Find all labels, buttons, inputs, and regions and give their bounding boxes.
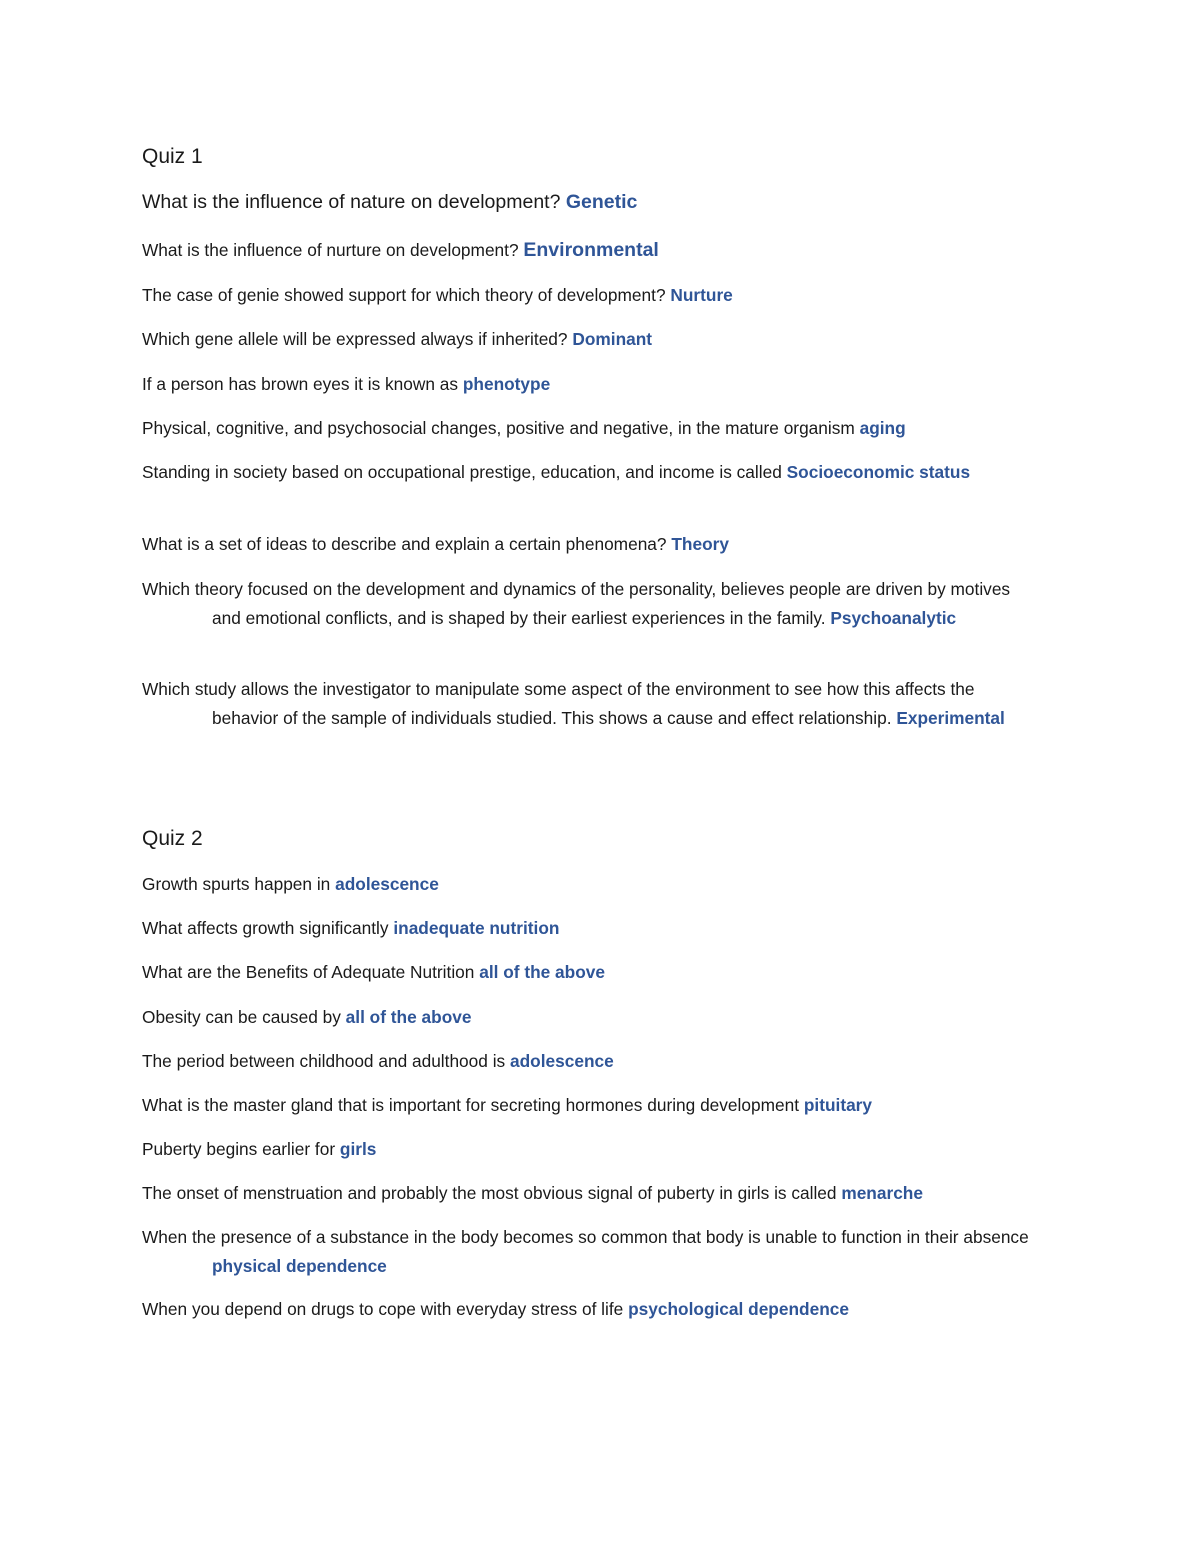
question-text: The onset of menstruation and probably the most obvious signal of puberty in girls is called xyxy=(142,1183,837,1203)
answer-text: adolescence xyxy=(335,874,439,894)
answer-text: psychological dependence xyxy=(628,1299,849,1319)
quiz-2-item-3 xyxy=(142,958,1042,987)
answer-text: aging xyxy=(859,418,906,438)
question-text: Which gene allele will be expressed always if inherited? xyxy=(142,329,568,349)
answer-text: Dominant xyxy=(572,329,653,349)
question-text: Growth spurts happen in xyxy=(142,874,331,894)
quiz-2-item-7 xyxy=(142,1135,1042,1164)
quiz-2-heading: Quiz 2 xyxy=(142,827,203,850)
quiz-2-item-6 xyxy=(142,1091,1042,1120)
question-text: The case of genie showed support for which theory of development? xyxy=(142,285,666,305)
question-text: Which study allows the investigator to manipulate some aspect of the environment to see how this affects the behavior of the sample of individuals studied. This shows a cause and effect relationship. xyxy=(142,679,975,728)
answer-text: phenotype xyxy=(462,374,551,394)
quiz-1-item-5 xyxy=(142,370,1042,399)
quiz-2-item-5 xyxy=(142,1047,1042,1076)
answer-text: pituitary xyxy=(803,1095,873,1115)
question-text: What is the influence of nurture on development? xyxy=(142,240,519,260)
quiz-1-item-6 xyxy=(142,414,1042,443)
answer-text: Nurture xyxy=(670,285,733,305)
quiz-2-item-1 xyxy=(142,870,1042,899)
question-text: What is the master gland that is important for secreting hormones during development xyxy=(142,1095,800,1115)
quiz-2-item-8 xyxy=(142,1179,1042,1208)
question-text: Which theory focused on the development and dynamics of the personality, believes people are driven by motives and emotional conflicts, and is shaped by their earliest experiences in the family. xyxy=(142,579,1011,628)
answer-text: Experimental xyxy=(896,707,1005,728)
answer-text: physical dependence xyxy=(212,1255,387,1276)
answer-text: Socioeconomic status xyxy=(786,462,971,482)
answer-text: girls xyxy=(339,1139,377,1159)
quiz-1-heading: Quiz 1 xyxy=(142,145,203,168)
question-text: When the presence of a substance in the body becomes so common that body is unable to function in their absence xyxy=(142,1227,1029,1247)
question-text: What is the influence of nature on development? xyxy=(142,191,561,213)
quiz-1-item-4 xyxy=(142,325,1042,354)
answer-text: menarche xyxy=(841,1183,923,1203)
question-text: The period between childhood and adulthood is xyxy=(142,1051,506,1071)
question-text: Obesity can be caused by xyxy=(142,1007,341,1027)
quiz-1-item-1 xyxy=(142,188,1042,217)
quiz-2-item-2 xyxy=(142,914,1042,943)
quiz-1-item-3 xyxy=(142,281,1042,310)
quiz-2-item-9 xyxy=(142,1223,1042,1280)
quiz-1-item-7 xyxy=(142,458,1022,487)
answer-text: adolescence xyxy=(510,1051,614,1071)
question-text: What are the Benefits of Adequate Nutrition xyxy=(142,962,475,982)
quiz-2-item-10 xyxy=(142,1295,1042,1324)
answer-text: Environmental xyxy=(523,239,659,261)
question-text: What is a set of ideas to describe and explain a certain phenomena? xyxy=(142,534,667,554)
quiz-1-item-10 xyxy=(142,675,1042,732)
question-text: Standing in society based on occupational prestige, education, and income is called xyxy=(142,462,782,482)
quiz-1-item-8 xyxy=(142,530,1042,559)
quiz-1-item-9 xyxy=(142,575,1042,632)
answer-text: Genetic xyxy=(565,191,638,213)
answer-text: all of the above xyxy=(345,1007,472,1027)
question-text: When you depend on drugs to cope with everyday stress of life xyxy=(142,1299,624,1319)
answer-text: Theory xyxy=(671,534,729,554)
question-text: If a person has brown eyes it is known as xyxy=(142,374,459,394)
answer-text: inadequate nutrition xyxy=(393,918,560,938)
quiz-1-item-2 xyxy=(142,236,1042,265)
quiz-2-item-4 xyxy=(142,1003,1042,1032)
answer-text: all of the above xyxy=(479,962,605,982)
question-text: Physical, cognitive, and psychosocial changes, positive and negative, in the mature organism xyxy=(142,418,855,438)
answer-text: Psychoanalytic xyxy=(830,607,957,628)
question-text: Puberty begins earlier for xyxy=(142,1139,336,1159)
question-text: What affects growth significantly xyxy=(142,918,389,938)
